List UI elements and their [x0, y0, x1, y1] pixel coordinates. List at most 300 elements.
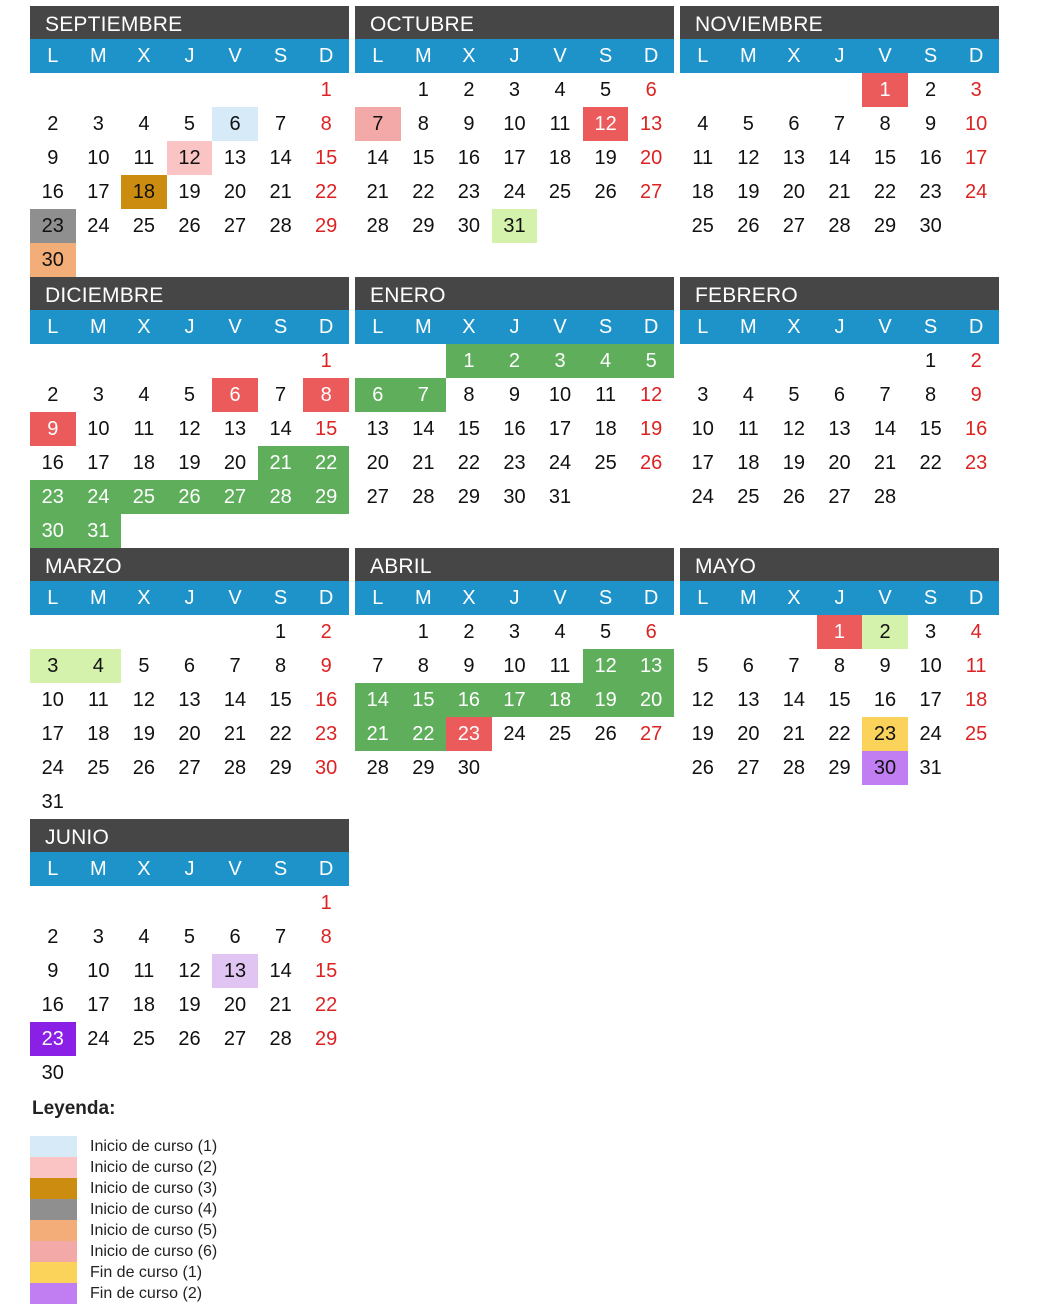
- day-cell: 31: [41, 791, 64, 813]
- day-cell: 28: [873, 486, 897, 508]
- empty-cell: [726, 73, 772, 107]
- day-cell: 27: [178, 757, 201, 779]
- day-cell: 11: [133, 418, 155, 440]
- week-row: [30, 209, 349, 243]
- day-cell: 13: [366, 418, 389, 440]
- weekday-label: J: [184, 858, 195, 880]
- day-cell-inicio3: 18: [121, 175, 167, 209]
- day-cell: 10: [691, 418, 714, 440]
- day-cell: 24: [87, 215, 110, 237]
- empty-cell: [303, 1056, 349, 1090]
- empty-cell: [212, 73, 258, 107]
- day-cell: 16: [315, 689, 338, 711]
- empty-cell: [76, 615, 122, 649]
- weekday-label: L: [697, 316, 709, 338]
- day-cell: 16: [41, 452, 64, 474]
- empty-cell: [121, 514, 167, 548]
- legend-label: Inicio de curso (3): [90, 1179, 218, 1197]
- day-cell: 12: [640, 384, 663, 406]
- day-cell-vacaciones: 31: [76, 514, 122, 548]
- day-cell: 19: [640, 418, 663, 440]
- day-cell: 11: [549, 655, 571, 677]
- empty-cell: [30, 73, 76, 107]
- day-cell: 26: [132, 757, 156, 779]
- day-cell: 15: [269, 689, 292, 711]
- day-cell: 17: [965, 147, 988, 169]
- day-cell: 21: [873, 452, 897, 474]
- week-row: [680, 73, 999, 107]
- empty-cell: [680, 615, 726, 649]
- day-cell: 8: [320, 926, 332, 948]
- day-cell: 16: [41, 181, 64, 203]
- day-cell: 3: [970, 79, 982, 101]
- day-cell: 17: [503, 147, 526, 169]
- weekday-label: D: [318, 858, 334, 880]
- empty-cell: [726, 344, 772, 378]
- day-cell: 20: [366, 452, 389, 474]
- weekday-label: M: [740, 45, 757, 67]
- day-cell: 4: [742, 384, 754, 406]
- day-cell: 11: [133, 960, 155, 982]
- empty-cell: [121, 785, 167, 819]
- day-cell: 13: [782, 147, 806, 169]
- month-title: MARZO: [30, 548, 349, 581]
- empty-cell: [771, 73, 817, 107]
- day-cell-vacaciones: 21: [258, 446, 304, 480]
- week-row: [355, 446, 674, 480]
- day-cell: 23: [965, 452, 988, 474]
- week-row: [680, 480, 999, 514]
- day-cell: 5: [183, 384, 196, 406]
- weekday-label: M: [90, 858, 107, 880]
- day-cell-vacaciones: 28: [258, 480, 304, 514]
- day-cell: 18: [132, 994, 156, 1016]
- day-cell: 8: [417, 655, 429, 677]
- day-cell: 21: [269, 181, 292, 203]
- day-cell: 29: [315, 1028, 338, 1050]
- weekday-label: J: [509, 45, 520, 67]
- day-cell: 26: [594, 181, 617, 203]
- empty-cell: [258, 1056, 304, 1090]
- day-cell: 6: [833, 384, 846, 406]
- empty-cell: [628, 751, 674, 785]
- legend-swatch: [30, 1199, 77, 1220]
- day-cell: 25: [132, 215, 156, 237]
- day-cell: 23: [503, 452, 526, 474]
- day-cell: 7: [229, 655, 241, 677]
- weekday-label: L: [47, 45, 59, 67]
- weekday-label: S: [273, 587, 288, 609]
- weekday-label: M: [740, 316, 757, 338]
- day-cell: 5: [183, 926, 196, 948]
- empty-cell: [817, 73, 863, 107]
- day-cell: 3: [92, 926, 104, 948]
- day-cell: 9: [879, 655, 891, 677]
- empty-cell: [76, 344, 122, 378]
- day-cell: 5: [600, 79, 612, 101]
- weekday-label: S: [598, 587, 613, 609]
- weekday-label: L: [47, 587, 59, 609]
- day-cell: 17: [919, 689, 942, 711]
- day-cell: 21: [412, 452, 435, 474]
- week-row: [680, 378, 999, 412]
- day-cell: 15: [457, 418, 481, 440]
- legend-item: [30, 1178, 217, 1199]
- month-diciembre: [30, 277, 349, 548]
- legend-label: Inicio de curso (1): [90, 1137, 218, 1155]
- weekday-label: S: [273, 45, 288, 67]
- weekday-label: J: [509, 316, 520, 338]
- day-cell: 7: [788, 655, 800, 677]
- day-cell-nolectivo: 2: [862, 615, 908, 649]
- day-cell-vacaciones: 4: [583, 344, 629, 378]
- legend-label: Fin de curso (2): [90, 1284, 203, 1302]
- empty-cell: [212, 344, 258, 378]
- day-cell: 29: [412, 215, 435, 237]
- day-cell-vacaciones: 29: [303, 480, 349, 514]
- day-cell: 23: [457, 181, 481, 203]
- month-title: DICIEMBRE: [30, 277, 349, 310]
- weekday-label: D: [968, 587, 984, 609]
- day-cell: 28: [223, 757, 247, 779]
- day-cell-fin2: 30: [862, 751, 908, 785]
- day-cell: 10: [87, 418, 110, 440]
- weekday-label: S: [923, 45, 938, 67]
- day-cell: 10: [548, 384, 572, 406]
- legend-item: [30, 1220, 217, 1241]
- week-row: [680, 446, 999, 480]
- week-row: [355, 344, 674, 378]
- day-cell-vacaciones: 6: [355, 378, 401, 412]
- day-cell: 7: [275, 926, 287, 948]
- day-cell: 8: [879, 113, 891, 135]
- day-cell: 19: [132, 723, 156, 745]
- day-cell: 30: [457, 757, 481, 779]
- day-cell: 11: [595, 384, 616, 406]
- weekday-label: V: [228, 45, 242, 67]
- day-cell: 30: [315, 757, 338, 779]
- day-cell-inicio5: 30: [30, 243, 76, 277]
- day-cell: 17: [87, 452, 110, 474]
- month-days: [30, 73, 349, 277]
- day-cell: 28: [828, 215, 851, 237]
- day-cell: 28: [782, 757, 806, 779]
- day-cell: 10: [41, 689, 64, 711]
- empty-cell: [680, 344, 726, 378]
- day-cell: 24: [41, 757, 64, 779]
- week-row: [355, 73, 674, 107]
- day-cell-festivo: 1: [862, 73, 908, 107]
- month-days: [680, 73, 999, 243]
- day-cell: 1: [925, 350, 937, 372]
- day-cell: 13: [828, 418, 851, 440]
- legend-swatch: [30, 1157, 77, 1178]
- legend-title: Leyenda:: [32, 1098, 116, 1119]
- empty-cell: [817, 344, 863, 378]
- day-cell: 14: [412, 418, 435, 440]
- weekday-label: X: [137, 45, 151, 67]
- day-cell: 28: [269, 1028, 292, 1050]
- empty-cell: [121, 73, 167, 107]
- day-cell-festivo: 23: [446, 717, 492, 751]
- day-cell: 9: [970, 384, 982, 406]
- month-abril: [355, 548, 674, 785]
- day-cell: 7: [275, 113, 287, 135]
- weekday-label: S: [923, 587, 938, 609]
- empty-cell: [355, 344, 401, 378]
- weekday-label: L: [697, 45, 709, 67]
- weekday-label: D: [968, 45, 984, 67]
- day-cell: 1: [417, 79, 429, 101]
- weekday-header: [30, 852, 349, 886]
- month-days: [30, 615, 349, 819]
- month-days: [355, 73, 674, 243]
- month-title: FEBRERO: [680, 277, 999, 310]
- weekday-label: V: [553, 587, 567, 609]
- day-cell: 24: [919, 723, 942, 745]
- week-row: [680, 209, 999, 243]
- weekday-header: [680, 581, 999, 615]
- empty-cell: [76, 886, 122, 920]
- week-row: [30, 141, 349, 175]
- week-row: [30, 954, 349, 988]
- weekday-label: J: [834, 587, 845, 609]
- legend-swatch: [30, 1136, 77, 1157]
- day-cell: 9: [463, 655, 475, 677]
- day-cell: 24: [548, 452, 572, 474]
- empty-cell: [76, 243, 122, 277]
- day-cell: 27: [366, 486, 389, 508]
- day-cell-vacaciones: 21: [355, 717, 401, 751]
- day-cell: 19: [178, 452, 201, 474]
- month-enero: [355, 277, 674, 514]
- day-cell: 8: [417, 113, 429, 135]
- day-cell: 3: [92, 113, 104, 135]
- week-row: [30, 988, 349, 1022]
- week-row: [355, 175, 674, 209]
- day-cell: 26: [782, 486, 806, 508]
- day-cell: 10: [919, 655, 942, 677]
- day-cell: 2: [320, 621, 332, 643]
- month-title: JUNIO: [30, 819, 349, 852]
- weekday-label: M: [90, 587, 107, 609]
- day-cell: 28: [412, 486, 435, 508]
- day-cell: 1: [417, 621, 429, 643]
- week-row: [30, 344, 349, 378]
- day-cell: 25: [691, 215, 714, 237]
- day-cell: 14: [873, 418, 897, 440]
- day-cell: 27: [640, 723, 663, 745]
- empty-cell: [167, 615, 213, 649]
- day-cell: 17: [87, 994, 110, 1016]
- day-cell: 7: [833, 113, 846, 135]
- empty-cell: [212, 514, 258, 548]
- legend-label: Inicio de curso (5): [90, 1221, 218, 1239]
- week-row: [355, 751, 674, 785]
- day-cell: 23: [919, 181, 942, 203]
- day-cell: 13: [223, 418, 247, 440]
- empty-cell: [537, 209, 583, 243]
- week-row: [30, 649, 349, 683]
- day-cell-festivo: 6: [212, 378, 258, 412]
- weekday-label: L: [47, 858, 59, 880]
- weekday-label: S: [923, 316, 938, 338]
- day-cell: 29: [269, 757, 292, 779]
- empty-cell: [121, 615, 167, 649]
- day-cell-vacaciones: 26: [167, 480, 213, 514]
- day-cell: 9: [47, 147, 59, 169]
- week-row: [30, 920, 349, 954]
- day-cell: 15: [873, 147, 897, 169]
- empty-cell: [258, 344, 304, 378]
- day-cell-nolectivo: 3: [30, 649, 76, 683]
- day-cell: 4: [554, 79, 566, 101]
- legend-item: [30, 1241, 217, 1262]
- empty-cell: [167, 886, 213, 920]
- day-cell: 30: [41, 1062, 64, 1084]
- weekday-header: [30, 39, 349, 73]
- empty-cell: [953, 751, 999, 785]
- day-cell: 7: [372, 655, 384, 677]
- day-cell: 13: [737, 689, 760, 711]
- day-cell: 2: [970, 350, 982, 372]
- empty-cell: [76, 1056, 122, 1090]
- empty-cell: [167, 514, 213, 548]
- week-row: [680, 141, 999, 175]
- week-row: [355, 378, 674, 412]
- day-cell: 2: [463, 621, 475, 643]
- day-cell: 17: [548, 418, 572, 440]
- legend-swatch: [30, 1262, 77, 1283]
- empty-cell: [258, 514, 304, 548]
- empty-cell: [537, 751, 583, 785]
- empty-cell: [258, 785, 304, 819]
- empty-cell: [680, 73, 726, 107]
- week-row: [355, 615, 674, 649]
- weekday-label: S: [273, 316, 288, 338]
- empty-cell: [628, 480, 674, 514]
- weekday-label: V: [878, 316, 892, 338]
- day-cell: 14: [366, 147, 389, 169]
- day-cell: 8: [833, 655, 846, 677]
- day-cell-inicio4: 23: [30, 209, 76, 243]
- day-cell: 20: [782, 181, 806, 203]
- day-cell: 11: [87, 689, 109, 711]
- empty-cell: [492, 751, 538, 785]
- empty-cell: [76, 73, 122, 107]
- day-cell: 18: [132, 452, 156, 474]
- month-febrero: [680, 277, 999, 514]
- weekday-label: J: [184, 587, 195, 609]
- weekday-label: L: [372, 587, 384, 609]
- weekday-label: M: [90, 45, 107, 67]
- day-cell: 29: [828, 757, 851, 779]
- day-cell: 8: [275, 655, 287, 677]
- weekday-label: M: [740, 587, 757, 609]
- day-cell: 22: [873, 181, 897, 203]
- month-title: MAYO: [680, 548, 999, 581]
- empty-cell: [628, 209, 674, 243]
- weekday-label: V: [553, 45, 567, 67]
- day-cell: 18: [965, 689, 988, 711]
- day-cell: 28: [366, 215, 389, 237]
- day-cell: 21: [782, 723, 806, 745]
- empty-cell: [121, 1056, 167, 1090]
- weekday-label: M: [415, 45, 432, 67]
- day-cell-vacaciones: 14: [355, 683, 401, 717]
- day-cell: 3: [925, 621, 937, 643]
- empty-cell: [862, 344, 908, 378]
- day-cell: 5: [742, 113, 754, 135]
- empty-cell: [30, 615, 76, 649]
- weekday-label: D: [643, 587, 659, 609]
- day-cell: 19: [782, 452, 806, 474]
- empty-cell: [258, 886, 304, 920]
- day-cell-inicio1: 6: [212, 107, 258, 141]
- month-septiembre: [30, 6, 349, 277]
- week-row: [30, 1056, 349, 1090]
- empty-cell: [212, 1056, 258, 1090]
- day-cell: 20: [223, 994, 247, 1016]
- day-cell: 1: [320, 79, 332, 101]
- empty-cell: [30, 886, 76, 920]
- day-cell: 18: [594, 418, 617, 440]
- month-junio: [30, 819, 349, 1090]
- day-cell: 12: [178, 960, 201, 982]
- week-row: [355, 209, 674, 243]
- day-cell: 18: [548, 147, 572, 169]
- empty-cell: [726, 615, 772, 649]
- day-cell: 26: [737, 215, 760, 237]
- legend-items: [30, 1136, 217, 1304]
- weekday-label: L: [697, 587, 709, 609]
- legend-label: Inicio de curso (2): [90, 1158, 218, 1176]
- day-cell: 25: [737, 486, 760, 508]
- empty-cell: [167, 785, 213, 819]
- day-cell: 27: [223, 215, 247, 237]
- weekday-label: D: [643, 45, 659, 67]
- week-row: [355, 107, 674, 141]
- week-row: [30, 107, 349, 141]
- day-cell: 15: [828, 689, 851, 711]
- weekday-label: V: [878, 587, 892, 609]
- day-cell: 30: [503, 486, 526, 508]
- day-cell: 6: [229, 926, 241, 948]
- day-cell: 8: [925, 384, 937, 406]
- day-cell: 21: [828, 181, 851, 203]
- weekday-label: D: [318, 45, 334, 67]
- month-title: ABRIL: [355, 548, 674, 581]
- week-row: [680, 344, 999, 378]
- day-cell: 4: [697, 113, 709, 135]
- weekday-label: L: [372, 45, 384, 67]
- day-cell: 27: [640, 181, 663, 203]
- legend-item: [30, 1199, 217, 1220]
- week-row: [30, 886, 349, 920]
- day-cell: 7: [879, 384, 891, 406]
- day-cell: 11: [549, 113, 571, 135]
- day-cell-vacaciones: 7: [401, 378, 447, 412]
- week-row: [355, 649, 674, 683]
- day-cell: 25: [965, 723, 988, 745]
- day-cell: 9: [463, 113, 475, 135]
- month-marzo: [30, 548, 349, 819]
- day-cell: 18: [87, 723, 110, 745]
- day-cell-vacaciones: 22: [401, 717, 447, 751]
- day-cell-vacaciones: 17: [492, 683, 538, 717]
- day-cell: 9: [925, 113, 937, 135]
- day-cell: 14: [782, 689, 806, 711]
